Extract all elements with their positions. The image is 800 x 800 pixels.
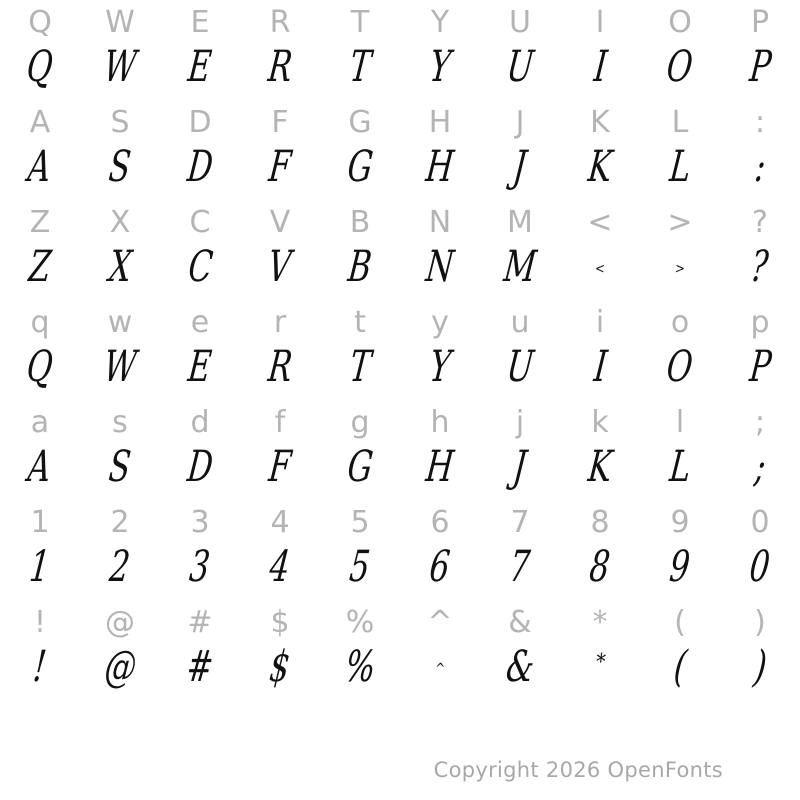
glyph-cell	[80, 441, 160, 500]
reference-glyph: g	[350, 405, 370, 440]
reference-glyph: Z	[29, 205, 51, 240]
specimen-glyph: U	[504, 341, 536, 392]
glyph-cell	[640, 341, 720, 400]
reference-glyph: ^	[427, 605, 453, 640]
glyph-cell	[320, 300, 400, 346]
glyph-cell	[720, 600, 800, 646]
glyph-cell	[160, 541, 240, 600]
specimen-glyph: K	[585, 441, 615, 492]
specimen-glyph: H	[423, 441, 457, 492]
glyph-cell	[640, 200, 720, 246]
reference-glyph: $	[270, 605, 290, 640]
reference-row-5	[0, 400, 800, 446]
reference-glyph: 1	[30, 505, 50, 540]
specimen-glyph: 9	[667, 541, 693, 592]
specimen-glyph: W	[101, 41, 139, 92]
glyph-cell	[240, 341, 320, 400]
reference-glyph: p	[750, 305, 770, 340]
glyph-cell	[240, 0, 320, 46]
reference-glyph: 4	[270, 505, 290, 540]
glyph-cell	[400, 0, 480, 46]
glyph-cell	[480, 241, 560, 300]
reference-glyph: #	[187, 605, 213, 640]
glyph-cell	[240, 41, 320, 100]
reference-glyph: @	[105, 605, 135, 640]
glyph-cell	[480, 0, 560, 46]
glyph-cell	[720, 200, 800, 246]
glyph-cell	[720, 541, 800, 600]
reference-glyph: f	[274, 405, 286, 440]
glyph-cell	[480, 200, 560, 246]
reference-glyph: T	[350, 5, 370, 40]
specimen-glyph: Z	[26, 241, 54, 292]
glyph-cell	[240, 241, 320, 300]
reference-glyph: h	[430, 405, 450, 440]
glyph-cell	[720, 441, 800, 500]
glyph-cell	[160, 641, 240, 700]
glyph-cell	[160, 241, 240, 300]
glyph-cell	[720, 500, 800, 546]
reference-glyph: 5	[350, 505, 370, 540]
reference-glyph: Y	[430, 5, 450, 40]
specimen-glyph: (	[671, 641, 689, 692]
reference-glyph: o	[670, 305, 690, 340]
glyph-cell	[400, 100, 480, 146]
glyph-cell	[560, 600, 640, 646]
glyph-cell	[720, 41, 800, 100]
glyph-cell	[240, 600, 320, 646]
specimen-glyph: D	[185, 141, 216, 192]
glyph-cell	[640, 100, 720, 146]
glyph-cell	[400, 500, 480, 546]
reference-glyph: 8	[590, 505, 610, 540]
reference-glyph: ?	[752, 205, 768, 240]
glyph-cell	[720, 300, 800, 346]
specimen-glyph: 4	[267, 541, 293, 592]
glyph-cell	[240, 400, 320, 446]
reference-glyph: 3	[190, 505, 210, 540]
glyph-cell	[160, 200, 240, 246]
glyph-cell	[0, 500, 80, 546]
reference-glyph: D	[188, 105, 212, 140]
reference-row-1	[0, 0, 800, 46]
specimen-glyph: L	[667, 141, 693, 192]
glyph-cell	[400, 141, 480, 200]
reference-glyph: B	[349, 205, 371, 240]
glyph-cell	[0, 100, 80, 146]
specimen-glyph: I	[591, 41, 609, 92]
specimen-row-6	[0, 541, 800, 600]
reference-glyph: j	[515, 405, 525, 440]
glyph-cell	[160, 100, 240, 146]
glyph-cell	[160, 300, 240, 346]
glyph-cell	[80, 541, 160, 600]
glyph-cell	[400, 400, 480, 446]
glyph-cell	[320, 341, 400, 400]
specimen-glyph: Q	[24, 41, 56, 92]
reference-glyph: N	[428, 205, 452, 240]
reference-glyph: 7	[510, 505, 530, 540]
glyph-cell	[0, 200, 80, 246]
glyph-cell	[320, 100, 400, 146]
specimen-glyph: 3	[187, 541, 213, 592]
glyph-cell	[480, 441, 560, 500]
glyph-cell	[320, 241, 400, 300]
specimen-glyph: X	[106, 241, 134, 292]
glyph-cell	[160, 41, 240, 100]
glyph-cell	[80, 500, 160, 546]
specimen-glyph: S	[106, 141, 134, 192]
glyph-cell	[560, 246, 640, 300]
reference-glyph: J	[515, 105, 525, 140]
glyph-cell	[640, 246, 720, 300]
specimen-glyph: Y	[427, 341, 453, 392]
glyph-cell	[480, 341, 560, 400]
glyph-cell	[560, 100, 640, 146]
glyph-cell	[720, 341, 800, 400]
glyph-cell	[240, 141, 320, 200]
glyph-cell	[160, 141, 240, 200]
glyph-cell	[560, 41, 640, 100]
specimen-glyph: Y	[427, 41, 453, 92]
specimen-glyph: K	[585, 141, 615, 192]
glyph-cell	[240, 500, 320, 546]
glyph-cell	[320, 41, 400, 100]
glyph-cell	[0, 600, 80, 646]
specimen-glyph: ;	[752, 441, 768, 492]
specimen-glyph: J	[511, 141, 529, 192]
specimen-glyph: T	[347, 41, 374, 92]
reference-glyph: 6	[430, 505, 450, 540]
glyph-cell	[560, 300, 640, 346]
specimen-glyph: 1	[27, 541, 53, 592]
specimen-glyph: Q	[24, 341, 56, 392]
specimen-row-1	[0, 41, 800, 100]
glyph-cell	[0, 41, 80, 100]
reference-glyph: K	[590, 105, 610, 140]
glyph-cell	[640, 641, 720, 700]
reference-glyph: l	[675, 405, 685, 440]
glyph-cell	[400, 41, 480, 100]
reference-glyph: d	[190, 405, 210, 440]
glyph-cell	[240, 641, 320, 700]
specimen-glyph: &	[503, 641, 537, 692]
glyph-cell	[640, 0, 720, 46]
reference-glyph: I	[595, 5, 605, 40]
specimen-glyph: )	[751, 641, 769, 692]
specimen-row-7	[0, 641, 800, 700]
glyph-cell	[0, 341, 80, 400]
glyph-cell	[560, 0, 640, 46]
glyph-cell	[640, 400, 720, 446]
reference-glyph: Q	[28, 5, 52, 40]
reference-glyph: P	[750, 5, 770, 40]
reference-glyph: W	[105, 5, 135, 40]
glyph-cell	[400, 200, 480, 246]
specimen-glyph: N	[423, 241, 457, 292]
reference-glyph: A	[29, 105, 51, 140]
reference-glyph: k	[591, 405, 609, 440]
specimen-glyph: P	[747, 41, 774, 92]
glyph-cell	[320, 0, 400, 46]
reference-row-6	[0, 500, 800, 546]
glyph-cell	[80, 100, 160, 146]
reference-glyph: e	[190, 305, 210, 340]
glyph-cell	[80, 641, 160, 700]
glyph-cell	[0, 241, 80, 300]
glyph-cell	[80, 41, 160, 100]
reference-glyph: a	[30, 405, 50, 440]
specimen-glyph: G	[345, 141, 376, 192]
reference-glyph: !	[33, 605, 47, 640]
reference-glyph: i	[595, 305, 605, 340]
glyph-cell	[320, 141, 400, 200]
specimen-glyph: 0	[747, 541, 773, 592]
specimen-glyph: $	[267, 641, 293, 692]
specimen-glyph: <	[594, 261, 606, 277]
reference-glyph: <	[587, 205, 613, 240]
glyph-cell	[0, 300, 80, 346]
glyph-cell	[400, 241, 480, 300]
glyph-cell	[720, 641, 800, 700]
glyph-cell	[400, 600, 480, 646]
glyph-cell	[400, 341, 480, 400]
glyph-cell	[720, 400, 800, 446]
specimen-glyph: 8	[587, 541, 613, 592]
glyph-cell	[240, 200, 320, 246]
glyph-cell	[160, 600, 240, 646]
glyph-cell	[720, 100, 800, 146]
reference-glyph: O	[668, 5, 692, 40]
reference-glyph: (	[674, 605, 686, 640]
specimen-glyph: *	[594, 650, 607, 675]
glyph-cell	[320, 200, 400, 246]
reference-glyph: U	[509, 5, 531, 40]
specimen-glyph: W	[101, 341, 139, 392]
glyph-cell	[160, 0, 240, 46]
glyph-cell	[560, 500, 640, 546]
reference-glyph: X	[109, 205, 131, 240]
glyph-cell	[80, 400, 160, 446]
specimen-glyph: O	[664, 41, 696, 92]
reference-glyph: t	[354, 305, 366, 340]
glyph-cell	[240, 441, 320, 500]
glyph-cell	[0, 541, 80, 600]
glyph-cell	[640, 541, 720, 600]
glyph-cell	[80, 341, 160, 400]
specimen-row-2	[0, 141, 800, 200]
specimen-glyph: !	[31, 641, 49, 692]
specimen-glyph: ?	[749, 241, 771, 292]
glyph-cell	[640, 600, 720, 646]
glyph-cell	[160, 400, 240, 446]
specimen-glyph: E	[186, 41, 214, 92]
reference-glyph: >	[667, 205, 693, 240]
specimen-glyph: E	[186, 341, 214, 392]
glyph-cell	[560, 441, 640, 500]
glyph-cell	[640, 441, 720, 500]
glyph-cell	[400, 441, 480, 500]
reference-glyph: F	[271, 105, 289, 140]
glyph-cell	[400, 300, 480, 346]
glyph-cell	[560, 400, 640, 446]
glyph-cell	[560, 141, 640, 200]
glyph-cell	[160, 341, 240, 400]
glyph-cell	[480, 500, 560, 546]
specimen-glyph: %	[342, 641, 378, 692]
specimen-glyph: M	[501, 241, 539, 292]
glyph-cell	[320, 541, 400, 600]
reference-row-7	[0, 600, 800, 646]
specimen-glyph: J	[511, 441, 529, 492]
specimen-glyph: V	[266, 241, 294, 292]
specimen-glyph: :	[752, 141, 768, 192]
glyph-cell	[0, 141, 80, 200]
reference-glyph: 9	[670, 505, 690, 540]
specimen-glyph: R	[265, 341, 295, 392]
specimen-glyph: P	[747, 341, 774, 392]
specimen-glyph: R	[265, 41, 295, 92]
specimen-glyph: L	[667, 441, 693, 492]
specimen-glyph: >	[674, 261, 686, 277]
glyph-cell	[480, 541, 560, 600]
reference-row-4	[0, 300, 800, 346]
glyph-cell	[0, 400, 80, 446]
specimen-glyph: #	[184, 641, 216, 692]
glyph-cell	[560, 341, 640, 400]
specimen-glyph: G	[345, 441, 376, 492]
specimen-row-3	[0, 241, 800, 300]
glyph-cell	[160, 441, 240, 500]
specimen-glyph: O	[664, 341, 696, 392]
glyph-cell	[560, 200, 640, 246]
glyph-cell	[400, 541, 480, 600]
specimen-glyph: 2	[107, 541, 133, 592]
reference-row-2	[0, 100, 800, 146]
reference-glyph: %	[345, 605, 375, 640]
specimen-glyph: I	[591, 341, 609, 392]
glyph-cell	[320, 641, 400, 700]
glyph-cell	[80, 300, 160, 346]
glyph-cell	[480, 100, 560, 146]
glyph-cell	[560, 646, 640, 700]
reference-glyph: q	[30, 305, 50, 340]
reference-glyph: y	[431, 305, 449, 340]
glyph-cell	[0, 0, 80, 46]
reference-glyph: M	[507, 205, 533, 240]
specimen-row-4	[0, 341, 800, 400]
glyph-cell	[320, 441, 400, 500]
reference-glyph: s	[112, 405, 128, 440]
reference-glyph: 0	[750, 505, 770, 540]
reference-row-3	[0, 200, 800, 246]
reference-glyph: *	[592, 605, 608, 640]
glyph-cell	[480, 141, 560, 200]
reference-glyph: r	[273, 305, 287, 340]
glyph-cell	[480, 400, 560, 446]
reference-glyph: V	[269, 205, 291, 240]
glyph-cell	[640, 500, 720, 546]
copyright-text: Copyright 2026 OpenFonts	[433, 758, 723, 782]
specimen-glyph: ^	[434, 661, 446, 677]
specimen-glyph: F	[266, 441, 294, 492]
reference-glyph: H	[428, 105, 452, 140]
reference-glyph: E	[190, 5, 210, 40]
reference-glyph: L	[671, 105, 689, 140]
glyph-cell	[160, 500, 240, 546]
reference-glyph: )	[754, 605, 766, 640]
reference-glyph: u	[510, 305, 530, 340]
glyph-cell	[480, 41, 560, 100]
glyph-cell	[240, 300, 320, 346]
glyph-cell	[480, 641, 560, 700]
specimen-glyph: 6	[427, 541, 453, 592]
glyph-cell	[240, 541, 320, 600]
reference-glyph: &	[508, 605, 532, 640]
reference-glyph: C	[189, 205, 211, 240]
reference-glyph: S	[110, 105, 130, 140]
specimen-glyph: S	[106, 441, 134, 492]
glyph-cell	[480, 300, 560, 346]
specimen-glyph: 5	[347, 541, 373, 592]
specimen-glyph: U	[504, 41, 536, 92]
specimen-glyph: B	[346, 241, 375, 292]
glyph-cell	[80, 600, 160, 646]
glyph-cell	[80, 141, 160, 200]
reference-glyph: G	[348, 105, 372, 140]
specimen-glyph: A	[26, 441, 54, 492]
reference-glyph: R	[269, 5, 291, 40]
glyph-cell	[720, 141, 800, 200]
glyph-cell	[640, 41, 720, 100]
glyph-cell	[320, 400, 400, 446]
specimen-glyph: 7	[507, 541, 533, 592]
glyph-cell	[640, 300, 720, 346]
reference-glyph: ;	[754, 405, 766, 440]
specimen-row-5	[0, 441, 800, 500]
glyph-cell	[640, 141, 720, 200]
specimen-glyph: T	[347, 341, 374, 392]
glyph-cell	[0, 641, 80, 700]
glyph-cell	[480, 600, 560, 646]
glyph-cell	[720, 241, 800, 300]
glyph-cell	[0, 441, 80, 500]
glyph-cell	[560, 541, 640, 600]
glyph-cell	[720, 0, 800, 46]
glyph-cell	[320, 500, 400, 546]
specimen-glyph: C	[185, 241, 215, 292]
specimen-glyph: @	[101, 641, 139, 692]
glyph-cell	[400, 646, 480, 700]
glyph-cell	[80, 0, 160, 46]
reference-glyph: :	[754, 105, 766, 140]
glyph-cell	[80, 200, 160, 246]
glyph-cell	[240, 100, 320, 146]
specimen-glyph: A	[26, 141, 54, 192]
reference-glyph: w	[107, 305, 133, 340]
specimen-glyph: H	[423, 141, 457, 192]
glyph-cell	[320, 600, 400, 646]
reference-glyph: 2	[110, 505, 130, 540]
specimen-glyph: F	[266, 141, 294, 192]
glyph-cell	[80, 241, 160, 300]
specimen-glyph: D	[185, 441, 216, 492]
